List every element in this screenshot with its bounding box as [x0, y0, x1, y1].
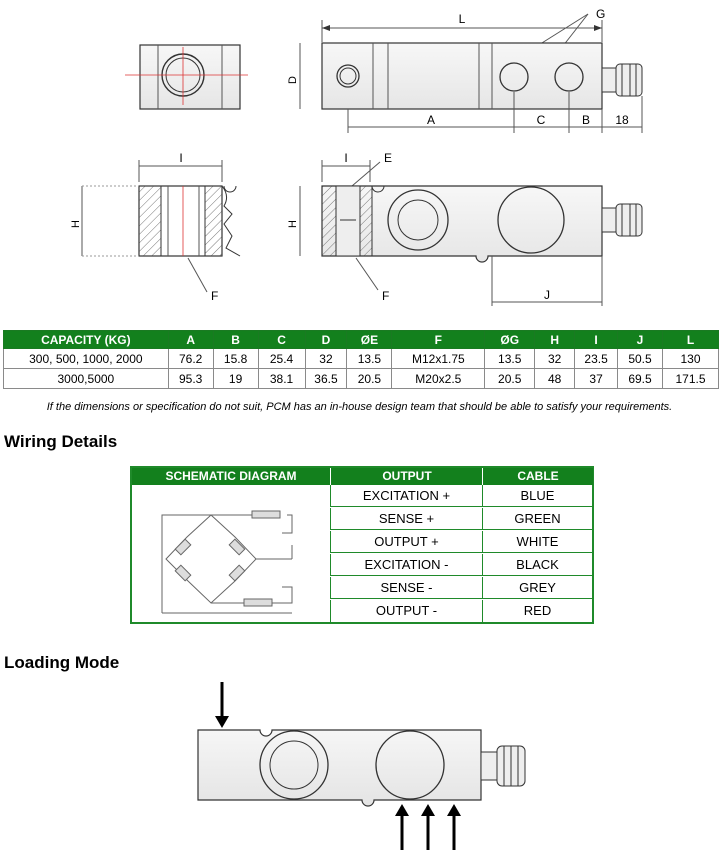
dim-F-right-label: F — [382, 289, 390, 303]
table-cell: 20.5 — [485, 369, 535, 389]
table-cell: 300, 500, 1000, 2000 — [4, 349, 169, 369]
wiring-table — [130, 466, 594, 624]
table-cell: 171.5 — [662, 369, 718, 389]
dim-J-label: J — [544, 288, 550, 302]
header-cell: ØE — [347, 331, 392, 349]
cable-cell: WHITE — [482, 531, 592, 553]
header-cell: ØG — [485, 331, 535, 349]
output-cell: EXCITATION - — [330, 554, 482, 576]
header-cell: L — [662, 331, 718, 349]
output-cell: SENSE - — [330, 577, 482, 599]
table-cell: 76.2 — [168, 349, 213, 369]
output-cell: OUTPUT - — [330, 600, 482, 622]
table-cell: 37 — [575, 369, 618, 389]
loading-mode-heading: Loading Mode — [4, 653, 120, 672]
header-cell: A — [168, 331, 213, 349]
header-cell: J — [618, 331, 663, 349]
loading-mode-diagram — [0, 680, 719, 860]
dim-D-label: D — [287, 76, 299, 84]
cable-cell: GREY — [482, 577, 592, 599]
header-cell: D — [305, 331, 347, 349]
dim-E-label: E — [384, 151, 393, 165]
header-cell: F — [392, 331, 485, 349]
table-cell: 15.8 — [213, 349, 258, 369]
header-cell: CAPACITY (KG) — [4, 331, 169, 349]
dimension-table-header — [4, 331, 719, 349]
wiring-details-heading: Wiring Details — [4, 432, 118, 451]
table-cell: 95.3 — [168, 369, 213, 389]
section-view-left — [70, 151, 240, 303]
table-cell: 20.5 — [347, 369, 392, 389]
dim-18-label: 18 — [615, 113, 629, 127]
end-view-top — [125, 45, 248, 109]
table-cell: 69.5 — [618, 369, 663, 389]
schematic-header: SCHEMATIC DIAGRAM — [132, 468, 330, 485]
table-cell: 3000,5000 — [4, 369, 169, 389]
output-cell: EXCITATION + — [330, 485, 482, 507]
dim-H-right-label: H — [287, 220, 299, 228]
table-cell: 13.5 — [485, 349, 535, 369]
table-cell: M12x1.75 — [392, 349, 485, 369]
table-cell: 130 — [662, 349, 718, 369]
table-cell: 50.5 — [618, 349, 663, 369]
cable-cell: RED — [482, 600, 592, 622]
table-cell: 13.5 — [347, 349, 392, 369]
design-team-note: If the dimensions or specification do not suit, PCM has an in-house design team that should be able to satisfy your requirements. — [46, 401, 673, 413]
side-view-top — [287, 7, 642, 133]
schematic-diagram — [132, 485, 329, 622]
table-cell: 19 — [213, 369, 258, 389]
dim-I-left-label: I — [179, 151, 183, 165]
dim-A-label: A — [426, 113, 436, 127]
technical-drawing — [0, 0, 719, 325]
dim-G-label: G — [596, 7, 606, 21]
table-cell: 25.4 — [258, 349, 305, 369]
header-cell: I — [575, 331, 618, 349]
dim-C-label: C — [536, 113, 546, 127]
dim-I-right-label: I — [344, 151, 348, 165]
table-cell: 32 — [535, 349, 575, 369]
dim-F-left-label: F — [211, 289, 219, 303]
cable-cell: BLUE — [482, 485, 592, 507]
header-cell: B — [213, 331, 258, 349]
output-cell: SENSE + — [330, 508, 482, 530]
dim-B-label: B — [581, 113, 591, 127]
cable-header: CABLE — [482, 468, 593, 485]
cable-cell: GREEN — [482, 508, 592, 530]
dimension-table — [3, 330, 719, 389]
dim-H-left-label: H — [70, 220, 82, 228]
table-cell: 38.1 — [258, 369, 305, 389]
header-cell: H — [535, 331, 575, 349]
output-header: OUTPUT — [330, 468, 483, 485]
table-cell: 23.5 — [575, 349, 618, 369]
table-cell: 32 — [305, 349, 347, 369]
table-cell: 36.5 — [305, 369, 347, 389]
table-cell: 48 — [535, 369, 575, 389]
table-row — [4, 369, 719, 389]
cable-cell: BLACK — [482, 554, 592, 576]
table-row — [4, 349, 719, 369]
output-cell: OUTPUT + — [330, 531, 482, 553]
dim-L-label: L — [458, 12, 466, 26]
section-view-right — [287, 151, 642, 306]
header-cell: C — [258, 331, 305, 349]
table-cell: M20x2.5 — [392, 369, 485, 389]
